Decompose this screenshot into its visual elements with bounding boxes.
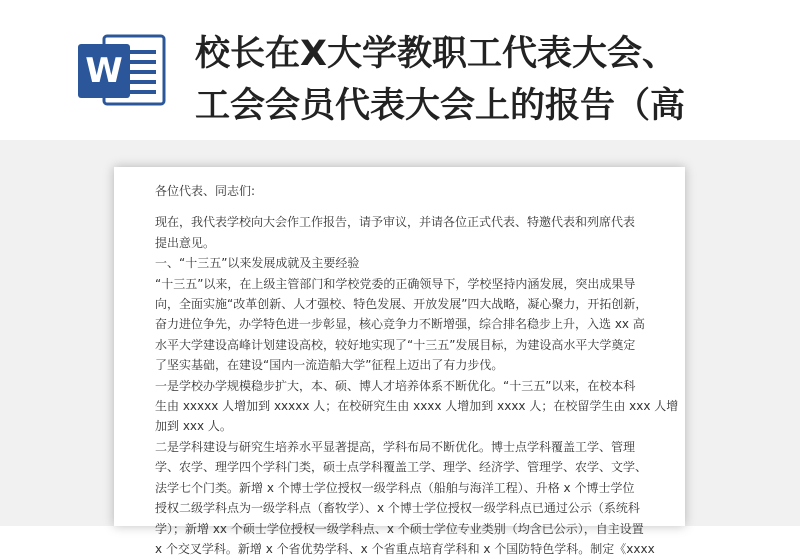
text-line: 学）；新增 xx 个硕士学位授权一级学科点、x 个硕士学位专业类别（均含已公示），自主设置 — [155, 521, 644, 536]
text-line: 授权二级学科点为一级学科点（畜牧学）、x 个博士学位授权一级学科点已通过公示（系统科 — [155, 501, 640, 516]
text-line: “十三五”以来，在上级主管部门和学校党委的正确领导下，学校坚持内涵发展，突出成果导 — [155, 276, 636, 291]
document-body — [155, 181, 679, 559]
text-line: 生由 xxxxx 人增加到 xxxxx 人；在校研究生由 xxxx 人增加到 xxxx 人；在校留学生由 xxx 人增 — [155, 399, 679, 414]
section-heading: 一、“十三五”以来发展成就及主要经验 — [155, 256, 360, 271]
page-title — [195, 28, 795, 132]
text-line: x 个交叉学科。新增 x 个省优势学科、x 个省重点培育学科和 x 个国防特色学科。制定《xxxx — [155, 541, 655, 556]
word-icon-letter: W — [85, 51, 123, 91]
text-line: 加到 xxx 人。 — [155, 419, 232, 434]
text-line: 提出意见。 — [155, 235, 216, 250]
text-line: 现在，我代表学校向大会作工作报告，请予审议，并请各位正式代表、特邀代表和列席代表 — [155, 215, 636, 230]
text-line: 学、农学、理学四个学科门类，硕士点学科覆盖工学、理学、经济学、管理学、农学、文学、 — [155, 460, 648, 475]
paragraph-block — [155, 212, 679, 559]
text-line: 二是学科建设与研究生培养水平显著提高，学科布局不断优化。博士点学科覆盖工学、管理 — [155, 439, 636, 454]
text-line: 了坚实基础，在建设“国内一流造船大学”征程上迈出了有力步伐。 — [155, 358, 504, 373]
document-page — [114, 167, 685, 556]
word-icon — [74, 30, 168, 110]
text-line: 法学七个门类。新增 x 个博士学位授权一级学科点（船舶与海洋工程）、升格 x 个博士学位 — [155, 480, 635, 495]
text-line: 一是学校办学规模稳步扩大，本、硕、博人才培养体系不断优化。“十三五”以来，在校本科 — [155, 378, 636, 393]
text-line: 向，全面实施“改革创新、人才强校、特色发展、开放发展”四大战略，凝心聚力，开拓创新， — [155, 297, 648, 312]
greeting-line: 各位代表、同志们: — [155, 184, 256, 198]
text-line: 奋力进位争先，办学特色进一步彰显，核心竞争力不断增强，综合排名稳步上升，入选 xx 高 — [155, 317, 645, 332]
title-line-2: 工会会员代表大会上的报告（高 — [195, 86, 686, 126]
text-line: 水平大学建设高峰计划建设高校，较好地实现了“十三五”发展目标，为建设高水平大学奠定 — [155, 337, 636, 352]
title-line-1: 校长在X大学教职工代表大会、 — [195, 34, 677, 74]
header-banner — [0, 0, 800, 140]
